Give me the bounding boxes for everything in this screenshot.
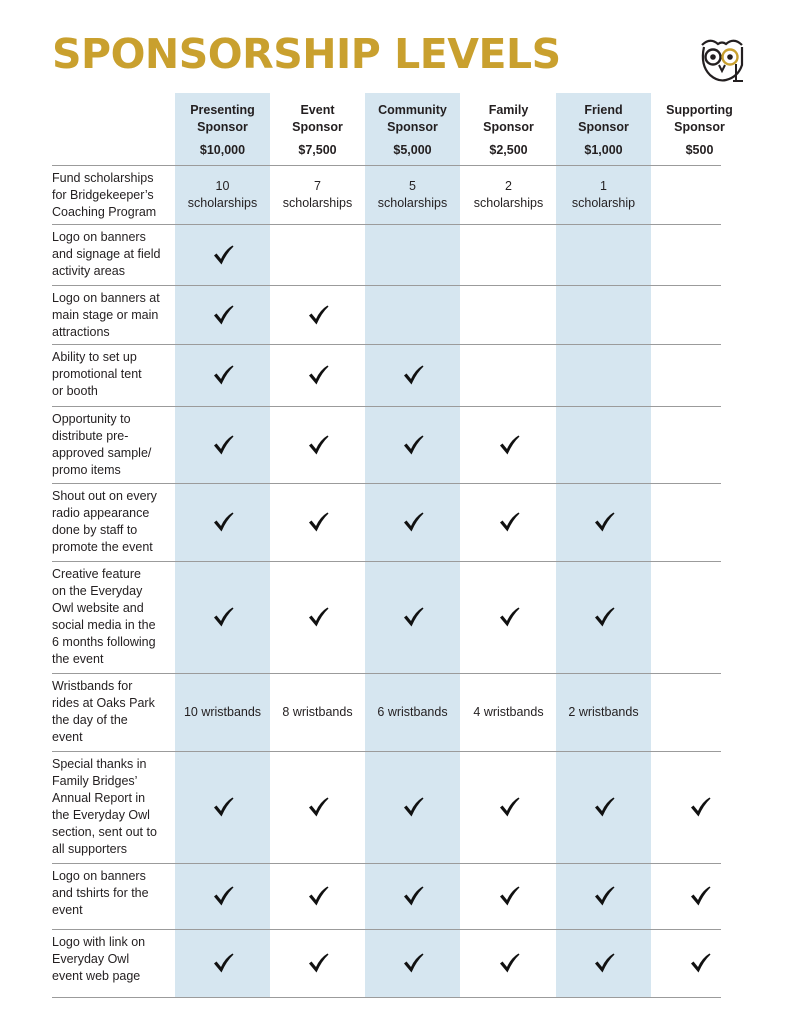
- benefit-cell: [461, 344, 556, 406]
- benefit-cell: [461, 561, 556, 673]
- checkmark-icon: [402, 952, 424, 974]
- checkmark-icon: [498, 885, 520, 907]
- checkmark-icon: [402, 364, 424, 386]
- benefit-cell: [175, 561, 270, 673]
- level-name: Sponsor: [292, 120, 343, 134]
- checkmark-icon: [498, 952, 520, 974]
- checkmark-icon: [498, 796, 520, 818]
- benefit-cell: [652, 165, 747, 224]
- benefit-cell: [556, 929, 651, 997]
- checkmark-icon: [402, 434, 424, 456]
- benefit-cell: [461, 673, 556, 751]
- benefit-cell: [175, 863, 270, 929]
- checkmark-icon: [593, 952, 615, 974]
- level-name: Presenting: [190, 103, 255, 117]
- benefit-cell: [652, 929, 747, 997]
- benefit-cell: [461, 165, 556, 224]
- checkmark-icon: [402, 796, 424, 818]
- checkmark-icon: [307, 952, 329, 974]
- column-header: [556, 102, 651, 159]
- level-name: Friend: [584, 103, 623, 117]
- column-header: [461, 102, 556, 159]
- benefit-label: Logo on banners at main stage or main attractions: [52, 291, 160, 339]
- checkmark-icon: [212, 796, 234, 818]
- benefit-cell: [556, 165, 651, 224]
- level-name: Supporting: [666, 103, 733, 117]
- benefit-cell: [175, 344, 270, 406]
- benefit-cell: [556, 673, 651, 751]
- column-header: [652, 102, 747, 159]
- benefit-cell: [270, 863, 365, 929]
- benefit-cell: [175, 165, 270, 224]
- benefit-value: 6 wristbands: [377, 704, 448, 719]
- owl-logo-icon: [696, 35, 748, 85]
- benefit-label: Opportunity to distribute pre- approved sample/ promo items: [52, 412, 152, 477]
- checkmark-icon: [593, 885, 615, 907]
- level-price: $7,500: [298, 143, 337, 157]
- benefit-cell: [270, 751, 365, 863]
- checkmark-icon: [212, 606, 234, 628]
- benefit-cell: [270, 561, 365, 673]
- level-name: Sponsor: [674, 120, 725, 134]
- benefit-cell: [556, 344, 651, 406]
- benefit-value: 5 scholarships: [377, 178, 448, 210]
- benefit-cell: [270, 929, 365, 997]
- benefit-cell: [175, 224, 270, 285]
- benefit-cell: [270, 285, 365, 344]
- benefit-value: 7 scholarships: [282, 178, 353, 210]
- benefit-cell: [365, 224, 460, 285]
- benefit-cell: [461, 406, 556, 483]
- benefit-label: Wristbands for rides at Oaks Park the day of the event: [52, 679, 155, 744]
- benefit-cell: [652, 406, 747, 483]
- checkmark-icon: [402, 885, 424, 907]
- benefit-cell: [652, 344, 747, 406]
- benefit-cell: [365, 165, 460, 224]
- checkmark-icon: [212, 434, 234, 456]
- benefit-label: Logo on banners and signage at field activity areas: [52, 230, 161, 278]
- checkmark-icon: [593, 796, 615, 818]
- level-price: $500: [685, 143, 714, 157]
- benefit-cell: [365, 561, 460, 673]
- row-divider: [52, 997, 721, 998]
- benefit-cell: [365, 406, 460, 483]
- level-name: Sponsor: [197, 120, 248, 134]
- benefit-label: Special thanks in Family Bridges’ Annual Report in the Everyday Owl section, sent out to all supporters: [52, 757, 157, 856]
- benefit-cell: [652, 863, 747, 929]
- benefit-cell: [652, 224, 747, 285]
- benefit-value: 2 wristbands: [568, 704, 639, 719]
- benefit-cell: [270, 406, 365, 483]
- benefit-label: Shout out on every radio appearance done by staff to promote the event: [52, 489, 157, 554]
- benefit-cell: [652, 285, 747, 344]
- checkmark-icon: [307, 434, 329, 456]
- checkmark-icon: [307, 796, 329, 818]
- benefit-cell: [652, 751, 747, 863]
- benefit-cell: [652, 673, 747, 751]
- benefit-cell: [270, 344, 365, 406]
- benefit-cell: [365, 673, 460, 751]
- checkmark-icon: [212, 364, 234, 386]
- benefit-cell: [652, 561, 747, 673]
- level-name: Community: [378, 103, 447, 117]
- checkmark-icon: [307, 606, 329, 628]
- checkmark-icon: [307, 364, 329, 386]
- benefit-cell: [556, 285, 651, 344]
- level-name: Sponsor: [578, 120, 629, 134]
- checkmark-icon: [212, 244, 234, 266]
- benefit-value: 8 wristbands: [282, 704, 353, 719]
- benefit-cell: [175, 751, 270, 863]
- benefit-cell: [461, 929, 556, 997]
- benefit-cell: [365, 751, 460, 863]
- checkmark-icon: [402, 511, 424, 533]
- benefit-cell: [461, 751, 556, 863]
- benefit-cell: [365, 929, 460, 997]
- benefit-cell: [556, 483, 651, 561]
- benefit-label: Logo with link on Everyday Owl event web page: [52, 935, 146, 983]
- benefit-cell: [175, 285, 270, 344]
- benefit-cell: [461, 483, 556, 561]
- checkmark-icon: [212, 511, 234, 533]
- benefit-value: 2 scholarships: [473, 178, 544, 210]
- page-title: SPONSORSHIP LEVELS: [52, 30, 561, 78]
- level-name: Sponsor: [387, 120, 438, 134]
- level-price: $5,000: [393, 143, 432, 157]
- benefit-value: 1 scholarship: [571, 178, 636, 210]
- benefit-cell: [365, 344, 460, 406]
- level-name: Event: [300, 103, 335, 117]
- checkmark-icon: [402, 606, 424, 628]
- checkmark-icon: [689, 952, 711, 974]
- checkmark-icon: [689, 796, 711, 818]
- benefit-cell: [556, 406, 651, 483]
- checkmark-icon: [212, 952, 234, 974]
- benefit-cell: [365, 863, 460, 929]
- benefit-cell: [652, 483, 747, 561]
- benefit-value: 4 wristbands: [473, 704, 544, 719]
- benefit-cell: [556, 224, 651, 285]
- benefit-cell: [556, 751, 651, 863]
- level-price: $10,000: [199, 143, 246, 157]
- benefit-cell: [175, 929, 270, 997]
- column-header: [175, 102, 270, 159]
- benefit-cell: [175, 673, 270, 751]
- checkmark-icon: [498, 434, 520, 456]
- level-name: Family: [488, 103, 529, 117]
- checkmark-icon: [307, 304, 329, 326]
- benefit-cell: [556, 863, 651, 929]
- column-header: [365, 102, 460, 159]
- checkmark-icon: [593, 606, 615, 628]
- benefit-label: Fund scholarships for Bridgekeeper’s Coaching Program: [52, 171, 157, 219]
- benefit-cell: [365, 285, 460, 344]
- benefit-cell: [365, 483, 460, 561]
- checkmark-icon: [498, 511, 520, 533]
- benefit-cell: [175, 483, 270, 561]
- level-price: $1,000: [584, 143, 623, 157]
- benefit-label: Creative feature on the Everyday Owl website and social media in the 6 months following the event: [52, 567, 156, 666]
- benefit-value: 10 scholarships: [187, 178, 258, 210]
- benefit-value: 10 wristbands: [183, 704, 262, 719]
- benefit-label: Logo on banners and tshirts for the event: [52, 869, 149, 917]
- checkmark-icon: [307, 511, 329, 533]
- level-name: Sponsor: [483, 120, 534, 134]
- benefit-cell: [556, 561, 651, 673]
- benefit-cell: [270, 673, 365, 751]
- checkmark-icon: [212, 304, 234, 326]
- benefit-cell: [461, 285, 556, 344]
- checkmark-icon: [307, 885, 329, 907]
- benefit-cell: [270, 224, 365, 285]
- checkmark-icon: [498, 606, 520, 628]
- level-price: $2,500: [489, 143, 528, 157]
- checkmark-icon: [689, 885, 711, 907]
- benefit-cell: [270, 165, 365, 224]
- benefit-label: Ability to set up promotional tent or booth: [52, 350, 142, 398]
- checkmark-icon: [212, 885, 234, 907]
- column-header: [270, 102, 365, 159]
- benefit-cell: [270, 483, 365, 561]
- benefit-cell: [175, 406, 270, 483]
- checkmark-icon: [593, 511, 615, 533]
- benefit-cell: [461, 863, 556, 929]
- benefit-cell: [461, 224, 556, 285]
